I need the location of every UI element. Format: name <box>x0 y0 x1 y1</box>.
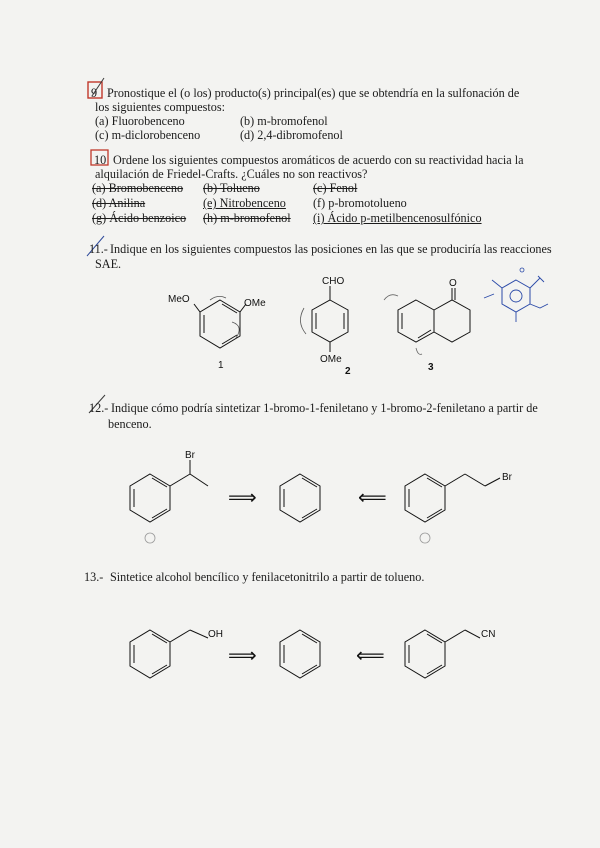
handwritten-sketch <box>482 264 562 332</box>
option-i: (i) Ácido p-metilbencenosulfónico <box>313 211 482 225</box>
methoxy-label: OMe <box>320 354 342 365</box>
molecule-2-structure <box>290 272 370 378</box>
option-e: (e) Nitrobenceno <box>203 196 286 210</box>
synthesis-scheme-13 <box>120 610 540 700</box>
synthesis-scheme-12 <box>120 448 540 548</box>
molecule-number: 2 <box>345 366 351 377</box>
question-text-line1: Indique en los siguientes compuestos las posiciones en las que se produciría las reacciones <box>110 242 552 256</box>
methoxy-label-left: MeO <box>168 294 190 305</box>
molecule-3-structure <box>380 278 490 374</box>
bromine-label: Br <box>502 472 512 483</box>
question-number: 11.- <box>89 242 108 256</box>
option-d: (d) 2,4-dibromofenol <box>240 128 343 142</box>
option-b: (b) Tolueno <box>203 181 260 195</box>
option-f: (f) p-bromotolueno <box>313 196 407 210</box>
option-a: (a) Bromobenceno <box>92 181 184 195</box>
question-number: 12.- <box>89 401 109 415</box>
option-a: (a) Fluorobenceno <box>95 114 185 128</box>
option-g: (g) Ácido benzoico <box>92 211 187 225</box>
molecule-number: 3 <box>428 362 434 373</box>
hydroxyl-label: OH <box>208 629 223 640</box>
retro-arrow-left: ⟸ <box>356 645 385 667</box>
question-number: 9 <box>91 86 98 100</box>
carbonyl-oxygen-label: O <box>449 278 457 289</box>
question-text-line2: los siguientes compuestos: <box>95 100 225 114</box>
option-h: (h) m-bromofenol <box>203 211 291 225</box>
nitrile-label: CN <box>481 629 496 640</box>
molecule-number: 1 <box>218 360 224 371</box>
question-text-line2: alquilación de Friedel-Crafts. ¿Cuáles no son reactivos? <box>95 167 368 181</box>
aldehyde-label: CHO <box>322 276 345 287</box>
retro-arrow-right: ⟹ <box>228 645 257 667</box>
question-text-line1: Indique cómo podría sintetizar 1-bromo-1-feniletano y 1-bromo-2-feniletano a partir de <box>111 401 538 415</box>
question-text-line1: Pronostique el (o los) producto(s) principal(es) que se obtendría en la sulfonación de <box>107 86 520 100</box>
option-c: (c) Fenol <box>313 181 358 195</box>
option-d: (d) Anilina <box>92 196 146 210</box>
question-text-line2: SAE. <box>95 257 122 271</box>
question-text-line1: Ordene los siguientes compuestos aromáticos de acuerdo con su reactividad hacia la <box>113 153 524 167</box>
molecule-1-structure <box>160 278 280 371</box>
question-text-line1: Sintetice alcohol bencílico y fenilacetonitrilo a partir de tolueno. <box>110 570 425 584</box>
question-number: 13.- <box>84 570 104 584</box>
bromine-label: Br <box>185 450 195 461</box>
retro-arrow-right: ⟹ <box>228 487 257 509</box>
methoxy-label-right: OMe <box>244 298 266 309</box>
option-c: (c) m-diclorobenceno <box>95 128 201 142</box>
question-number: 10 <box>94 153 107 167</box>
question-text-line2: benceno. <box>108 417 152 431</box>
retro-arrow-left: ⟸ <box>358 487 387 509</box>
option-b: (b) m-bromofenol <box>240 114 328 128</box>
